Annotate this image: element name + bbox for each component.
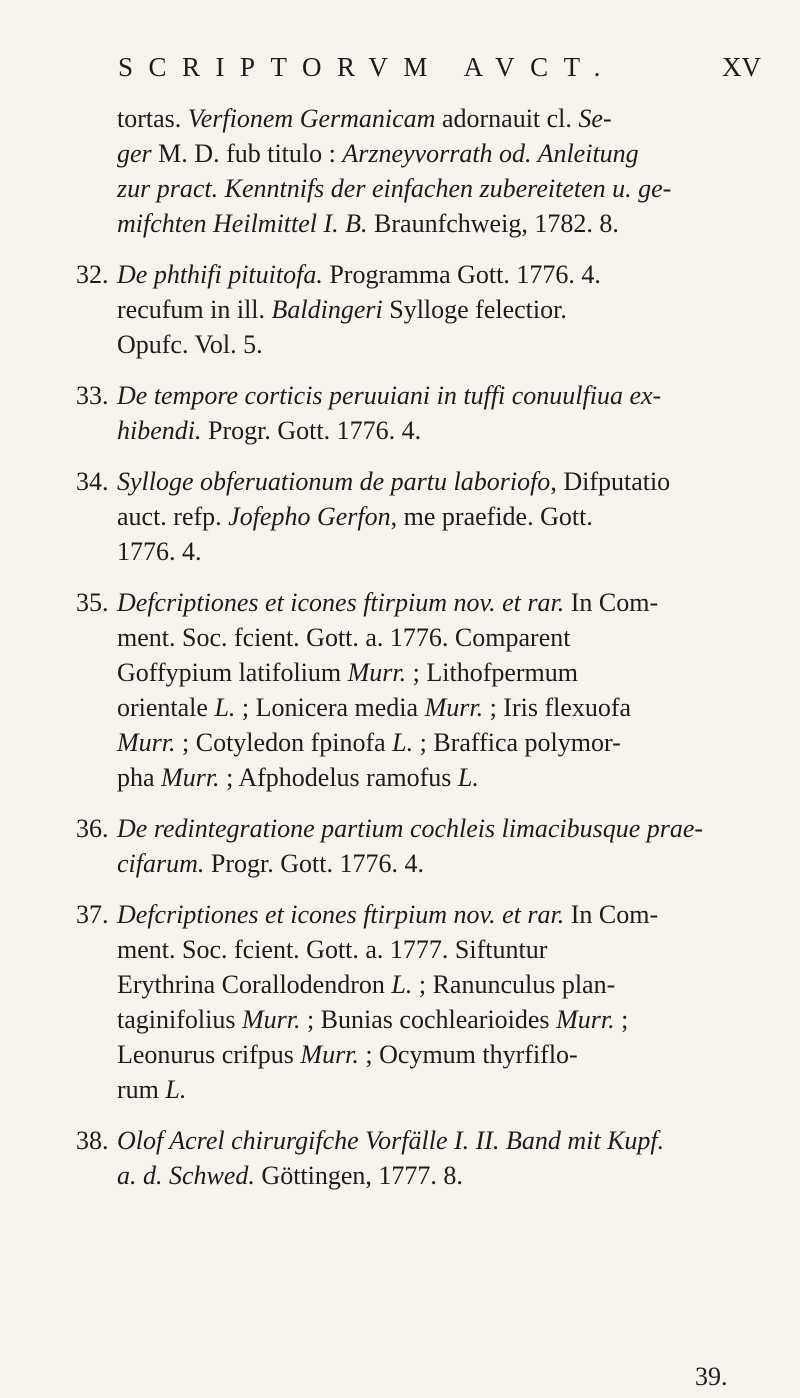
entry-line bbox=[117, 172, 757, 206]
entry-number: 36. bbox=[76, 814, 109, 843]
text-run: ; Braffica polymor- bbox=[413, 728, 621, 757]
italic-text: Sylloge obferuationum de partu laboriofo bbox=[117, 467, 551, 496]
italic-text: De phthifi pituitofa. bbox=[117, 260, 323, 289]
italic-text: L. bbox=[214, 693, 236, 722]
text-run: orientale bbox=[117, 693, 215, 722]
entry-line bbox=[117, 535, 757, 569]
text-run: tortas. bbox=[117, 104, 188, 133]
entry-line bbox=[117, 1159, 757, 1193]
entry-number: 35. bbox=[76, 588, 109, 617]
italic-text: De tempore corticis peruuiani in tuffi conuulfiua ex- bbox=[117, 381, 662, 410]
text-run: recufum in ill. bbox=[117, 295, 272, 324]
text-run: 1776. 4. bbox=[117, 537, 202, 566]
entry-line bbox=[117, 137, 757, 171]
text-run: In Com- bbox=[564, 588, 659, 617]
italic-text: hibendi. bbox=[117, 416, 202, 445]
text-run: Sylloge felectior. bbox=[382, 295, 567, 324]
entry-line bbox=[117, 1003, 757, 1037]
text-run: M. D. fub titulo : bbox=[151, 139, 343, 168]
entry-line bbox=[117, 414, 757, 448]
italic-text: Jofepho Gerfon bbox=[228, 502, 391, 531]
entry-line bbox=[117, 621, 757, 655]
text-run: Progr. Gott. 1776. 4. bbox=[201, 416, 422, 445]
italic-text: L. bbox=[391, 970, 413, 999]
entry-line bbox=[117, 656, 757, 690]
text-run: Progr. Gott. 1776. 4. bbox=[204, 849, 424, 878]
text-run: Braunfchweig, 1782. 8. bbox=[367, 209, 619, 238]
text-run: ; Afphodelus ramofus bbox=[219, 763, 458, 792]
text-run: , me praefide. Gott. bbox=[390, 502, 593, 531]
italic-text: Murr. bbox=[300, 1040, 359, 1069]
text-run: In Com- bbox=[564, 900, 659, 929]
italic-text: Murr. bbox=[556, 1005, 615, 1034]
italic-text: Arzneyvorrath od. Anleitung bbox=[342, 139, 639, 168]
entry-line bbox=[117, 812, 757, 846]
entry-line bbox=[117, 102, 757, 136]
italic-text: Murr. bbox=[424, 693, 484, 722]
text-run: ; Iris flexuofa bbox=[483, 693, 632, 722]
entry-line bbox=[117, 691, 757, 725]
text-run: Opufc. Vol. 5. bbox=[117, 330, 263, 359]
italic-text: ger bbox=[117, 139, 152, 168]
entry-line bbox=[117, 465, 757, 499]
italic-text: Olof Acrel chirurgifche Vorfälle I. II. Band mit Kupf. bbox=[117, 1126, 665, 1155]
text-run: ; Cotyledon fpinofa bbox=[175, 728, 393, 757]
text-run: Leonurus crifpus bbox=[117, 1040, 301, 1069]
italic-text: Defcriptiones et icones ftirpium nov. et rar. bbox=[117, 588, 565, 617]
italic-text: a. d. Schwed. bbox=[117, 1161, 255, 1190]
text-run: ; Lithofpermum bbox=[406, 658, 578, 687]
text-run: adornauit cl. bbox=[435, 104, 579, 133]
text-run: Erythrina Corallodendron bbox=[117, 970, 392, 999]
entry-line bbox=[117, 586, 757, 620]
entry-number: 38. bbox=[76, 1126, 109, 1155]
italic-text: De redintegratione partium cochleis limacibusque prae- bbox=[117, 814, 704, 843]
text-run: , Difputatio bbox=[550, 467, 671, 496]
entry-line bbox=[117, 1038, 757, 1072]
entry-number: 34. bbox=[76, 467, 109, 496]
entry-line bbox=[117, 293, 757, 327]
entry-line bbox=[117, 207, 757, 241]
italic-text: mifchten Heilmittel I. B. bbox=[117, 209, 368, 238]
running-header bbox=[0, 52, 800, 92]
entry-line bbox=[117, 761, 757, 795]
text-run: ; bbox=[614, 1005, 629, 1034]
italic-text: L. bbox=[392, 728, 414, 757]
text-run: Göttingen, 1777. 8. bbox=[254, 1161, 463, 1190]
text-run: ; Ocymum thyrfiflo- bbox=[358, 1040, 578, 1069]
text-run: ; Bunias cochlearioides bbox=[300, 1005, 557, 1034]
entry-line bbox=[117, 726, 757, 760]
italic-text: zur pract. Kenntnifs der einfachen zubereiteten u. ge- bbox=[117, 174, 672, 203]
italic-text: Verfionem Germanicam bbox=[187, 104, 436, 133]
entry-line bbox=[117, 847, 757, 881]
italic-text: Murr. bbox=[347, 658, 407, 687]
italic-text: cifarum. bbox=[117, 849, 205, 878]
text-run: ment. Soc. fcient. Gott. a. 1777. Siftuntur bbox=[117, 935, 548, 964]
entry-number: 32. bbox=[76, 260, 109, 289]
entry-line bbox=[117, 258, 757, 292]
entry-line bbox=[117, 968, 757, 1002]
italic-text: Murr. bbox=[117, 728, 176, 757]
italic-text: Defcriptiones et icones ftirpium nov. et rar. bbox=[117, 900, 565, 929]
catchword: 39. bbox=[695, 1362, 728, 1391]
italic-text: Murr. bbox=[241, 1005, 301, 1034]
text-run: ; Lonicera media bbox=[235, 693, 425, 722]
page-number: XV bbox=[722, 52, 761, 82]
italic-text: L. bbox=[457, 763, 479, 792]
text-run: Goffypium latifolium bbox=[117, 658, 348, 687]
entry-line bbox=[117, 1073, 757, 1107]
entry-line bbox=[117, 898, 757, 932]
text-run: taginifolius bbox=[117, 1005, 242, 1034]
text-run: ment. Soc. fcient. Gott. a. 1776. Comparent bbox=[117, 623, 571, 652]
text-run: auct. refp. bbox=[117, 502, 229, 531]
text-run: rum bbox=[117, 1075, 166, 1104]
italic-text: Murr. bbox=[161, 763, 220, 792]
entry-line bbox=[117, 933, 757, 967]
italic-text: Se- bbox=[578, 104, 612, 133]
text-run: pha bbox=[117, 763, 162, 792]
entry-line bbox=[117, 500, 757, 534]
entry-number: 37. bbox=[76, 900, 109, 929]
italic-text: L. bbox=[165, 1075, 187, 1104]
entry-line bbox=[117, 328, 757, 362]
entry-line bbox=[117, 1124, 757, 1158]
text-run: ; Ranunculus plan- bbox=[412, 970, 616, 999]
running-title: SCRIPTORVM AVCT. bbox=[118, 52, 616, 82]
entry-number: 33. bbox=[76, 381, 109, 410]
text-run: Programma Gott. 1776. 4. bbox=[322, 260, 601, 289]
italic-text: Baldingeri bbox=[271, 295, 383, 324]
entry-line bbox=[117, 379, 757, 413]
